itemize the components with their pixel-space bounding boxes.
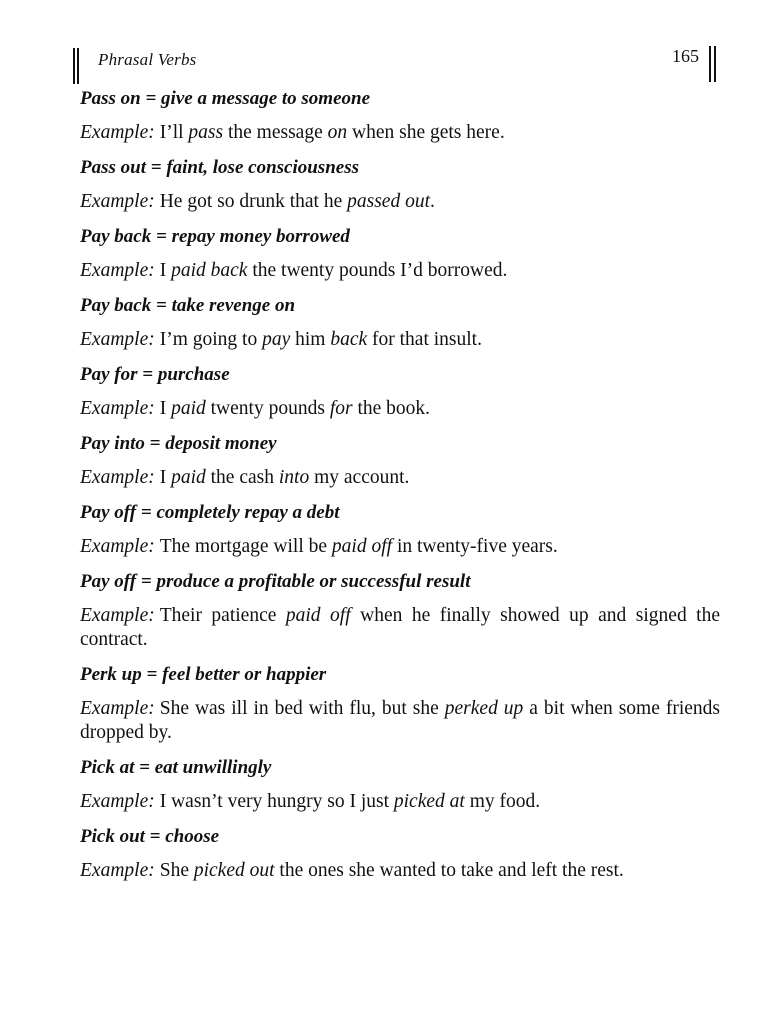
- phrasal-verb-entry: [80, 662, 720, 745]
- phrasal-verb-entry: [80, 824, 720, 883]
- equals-sign: =: [140, 88, 162, 109]
- example-phrasal-verb: perked up: [444, 698, 524, 719]
- entry-definition: choose: [165, 826, 220, 847]
- example-text: I’ll: [159, 122, 189, 143]
- example-text: I wasn’t very hungry so I just: [159, 791, 394, 812]
- entry-heading: [80, 86, 720, 112]
- entry-heading: [80, 431, 720, 457]
- entry-definition: eat unwillingly: [154, 757, 272, 778]
- example-label: Example:: [80, 467, 155, 488]
- entry-term: Pay back: [80, 226, 152, 247]
- example-label: Example:: [80, 536, 155, 557]
- example-text: She: [159, 860, 194, 881]
- example-text: The mortgage will be: [159, 536, 332, 557]
- entry-term: Pass out: [80, 157, 146, 178]
- phrasal-verb-entry: [80, 86, 720, 145]
- entry-definition: produce a profitable or successful result: [156, 571, 471, 592]
- entry-example: [80, 121, 720, 145]
- example-sentence: [160, 467, 410, 488]
- example-phrasal-verb: paid: [171, 467, 206, 488]
- entry-example: [80, 259, 720, 283]
- entry-heading: [80, 155, 720, 181]
- entry-term: Pay for: [80, 364, 138, 385]
- example-phrasal-verb: for: [329, 398, 353, 419]
- entry-heading: [80, 293, 720, 319]
- phrasal-verb-entry: [80, 431, 720, 490]
- example-label: Example:: [80, 791, 155, 812]
- example-text: the book.: [352, 398, 431, 419]
- entry-heading: [80, 569, 720, 595]
- example-label: Example:: [80, 122, 155, 143]
- header-rule-left: [73, 48, 79, 84]
- entry-definition: faint, lose consciousness: [166, 157, 359, 178]
- entry-term: Pay back: [80, 295, 152, 316]
- example-text: when she gets here.: [347, 122, 505, 143]
- example-sentence: [160, 536, 558, 557]
- example-phrasal-verb: paid off: [285, 605, 351, 626]
- example-label: Example:: [80, 260, 155, 281]
- entry-example: [80, 790, 720, 814]
- phrasal-verb-entry: [80, 362, 720, 421]
- example-label: Example:: [80, 860, 155, 881]
- entry-term: Pay off: [80, 502, 137, 523]
- entry-definition: deposit money: [165, 433, 277, 454]
- example-sentence: [160, 122, 505, 143]
- equals-sign: =: [136, 571, 157, 592]
- entry-term: Perk up: [80, 664, 142, 685]
- page-number: 165: [672, 46, 699, 66]
- example-text: him: [290, 329, 331, 350]
- equals-sign: =: [144, 826, 166, 847]
- example-text: I: [159, 467, 172, 488]
- example-phrasal-verb: picked at: [393, 791, 465, 812]
- entry-example: [80, 328, 720, 352]
- example-text: my food.: [464, 791, 541, 812]
- entry-example: [80, 397, 720, 421]
- example-phrasal-verb: back: [330, 329, 368, 350]
- header-rule-right: [709, 46, 716, 82]
- example-text: I: [159, 260, 172, 281]
- entry-heading: [80, 824, 720, 850]
- entry-definition: give a message to someone: [161, 88, 371, 109]
- entry-heading: [80, 362, 720, 388]
- entry-definition: completely repay a debt: [156, 502, 340, 523]
- equals-sign: =: [134, 757, 155, 778]
- example-text: my account.: [309, 467, 410, 488]
- example-text: when he finally showed up and signed the contract.: [80, 605, 720, 650]
- example-text: .: [429, 191, 435, 212]
- example-text: a bit when some friends dropped by.: [80, 698, 720, 743]
- entry-term: Pay off: [80, 571, 137, 592]
- entry-heading: [80, 500, 720, 526]
- running-title: Phrasal Verbs: [98, 50, 197, 69]
- entry-definition: take revenge on: [171, 295, 296, 316]
- example-sentence: [80, 605, 720, 650]
- example-phrasal-verb: paid back: [171, 260, 248, 281]
- equals-sign: =: [137, 364, 158, 385]
- example-label: Example:: [80, 329, 155, 350]
- example-phrasal-verb: picked out: [193, 860, 275, 881]
- example-sentence: [80, 698, 720, 743]
- phrasal-verb-entry: [80, 155, 720, 214]
- example-text: the message: [223, 122, 328, 143]
- equals-sign: =: [151, 226, 172, 247]
- entry-term: Pass on: [80, 88, 141, 109]
- example-sentence: [160, 860, 624, 881]
- example-label: Example:: [80, 398, 155, 419]
- example-text: the ones she wanted to take and left the rest.: [274, 860, 624, 881]
- example-phrasal-verb: paid: [171, 398, 206, 419]
- phrasal-verb-entry: [80, 500, 720, 559]
- entry-term: Pay into: [80, 433, 145, 454]
- entry-definition: feel better or happier: [162, 664, 327, 685]
- example-label: Example:: [80, 698, 155, 719]
- equals-sign: =: [151, 295, 172, 316]
- example-text: twenty pounds: [205, 398, 330, 419]
- entry-example: [80, 859, 720, 883]
- entry-heading: [80, 224, 720, 250]
- phrasal-verb-list: [80, 86, 720, 893]
- entry-term: Pick at: [80, 757, 135, 778]
- example-label: Example:: [80, 605, 155, 626]
- phrasal-verb-entry: [80, 755, 720, 814]
- phrasal-verb-entry: [80, 569, 720, 652]
- example-text: in twenty-five years.: [392, 536, 558, 557]
- example-phrasal-verb: passed out: [347, 191, 430, 212]
- example-sentence: [160, 791, 540, 812]
- entry-definition: purchase: [157, 364, 230, 385]
- equals-sign: =: [144, 433, 166, 454]
- example-phrasal-verb: paid off: [331, 536, 393, 557]
- entry-example: [80, 697, 720, 745]
- example-sentence: [160, 260, 508, 281]
- entry-example: [80, 604, 720, 652]
- equals-sign: =: [141, 664, 163, 685]
- example-sentence: [160, 329, 482, 350]
- example-sentence: [160, 191, 435, 212]
- entry-example: [80, 466, 720, 490]
- entry-example: [80, 535, 720, 559]
- equals-sign: =: [146, 157, 167, 178]
- example-phrasal-verb: into: [278, 467, 310, 488]
- example-text: Their patience: [159, 605, 286, 626]
- example-phrasal-verb: on: [327, 122, 348, 143]
- entry-definition: repay money borrowed: [171, 226, 350, 247]
- equals-sign: =: [136, 502, 157, 523]
- phrasal-verb-entry: [80, 224, 720, 283]
- example-phrasal-verb: pass: [188, 122, 224, 143]
- example-text: I: [159, 398, 172, 419]
- entry-heading: [80, 755, 720, 781]
- entry-example: [80, 190, 720, 214]
- example-text: I’m going to: [159, 329, 263, 350]
- entry-heading: [80, 662, 720, 688]
- example-text: for that insult.: [367, 329, 482, 350]
- example-text: the cash: [205, 467, 279, 488]
- example-text: the twenty pounds I’d borrowed.: [247, 260, 508, 281]
- example-label: Example:: [80, 191, 155, 212]
- phrasal-verb-entry: [80, 293, 720, 352]
- example-text: She was ill in bed with flu, but she: [159, 698, 445, 719]
- entry-term: Pick out: [80, 826, 145, 847]
- example-phrasal-verb: pay: [262, 329, 291, 350]
- example-text: He got so drunk that he: [159, 191, 348, 212]
- example-sentence: [160, 398, 430, 419]
